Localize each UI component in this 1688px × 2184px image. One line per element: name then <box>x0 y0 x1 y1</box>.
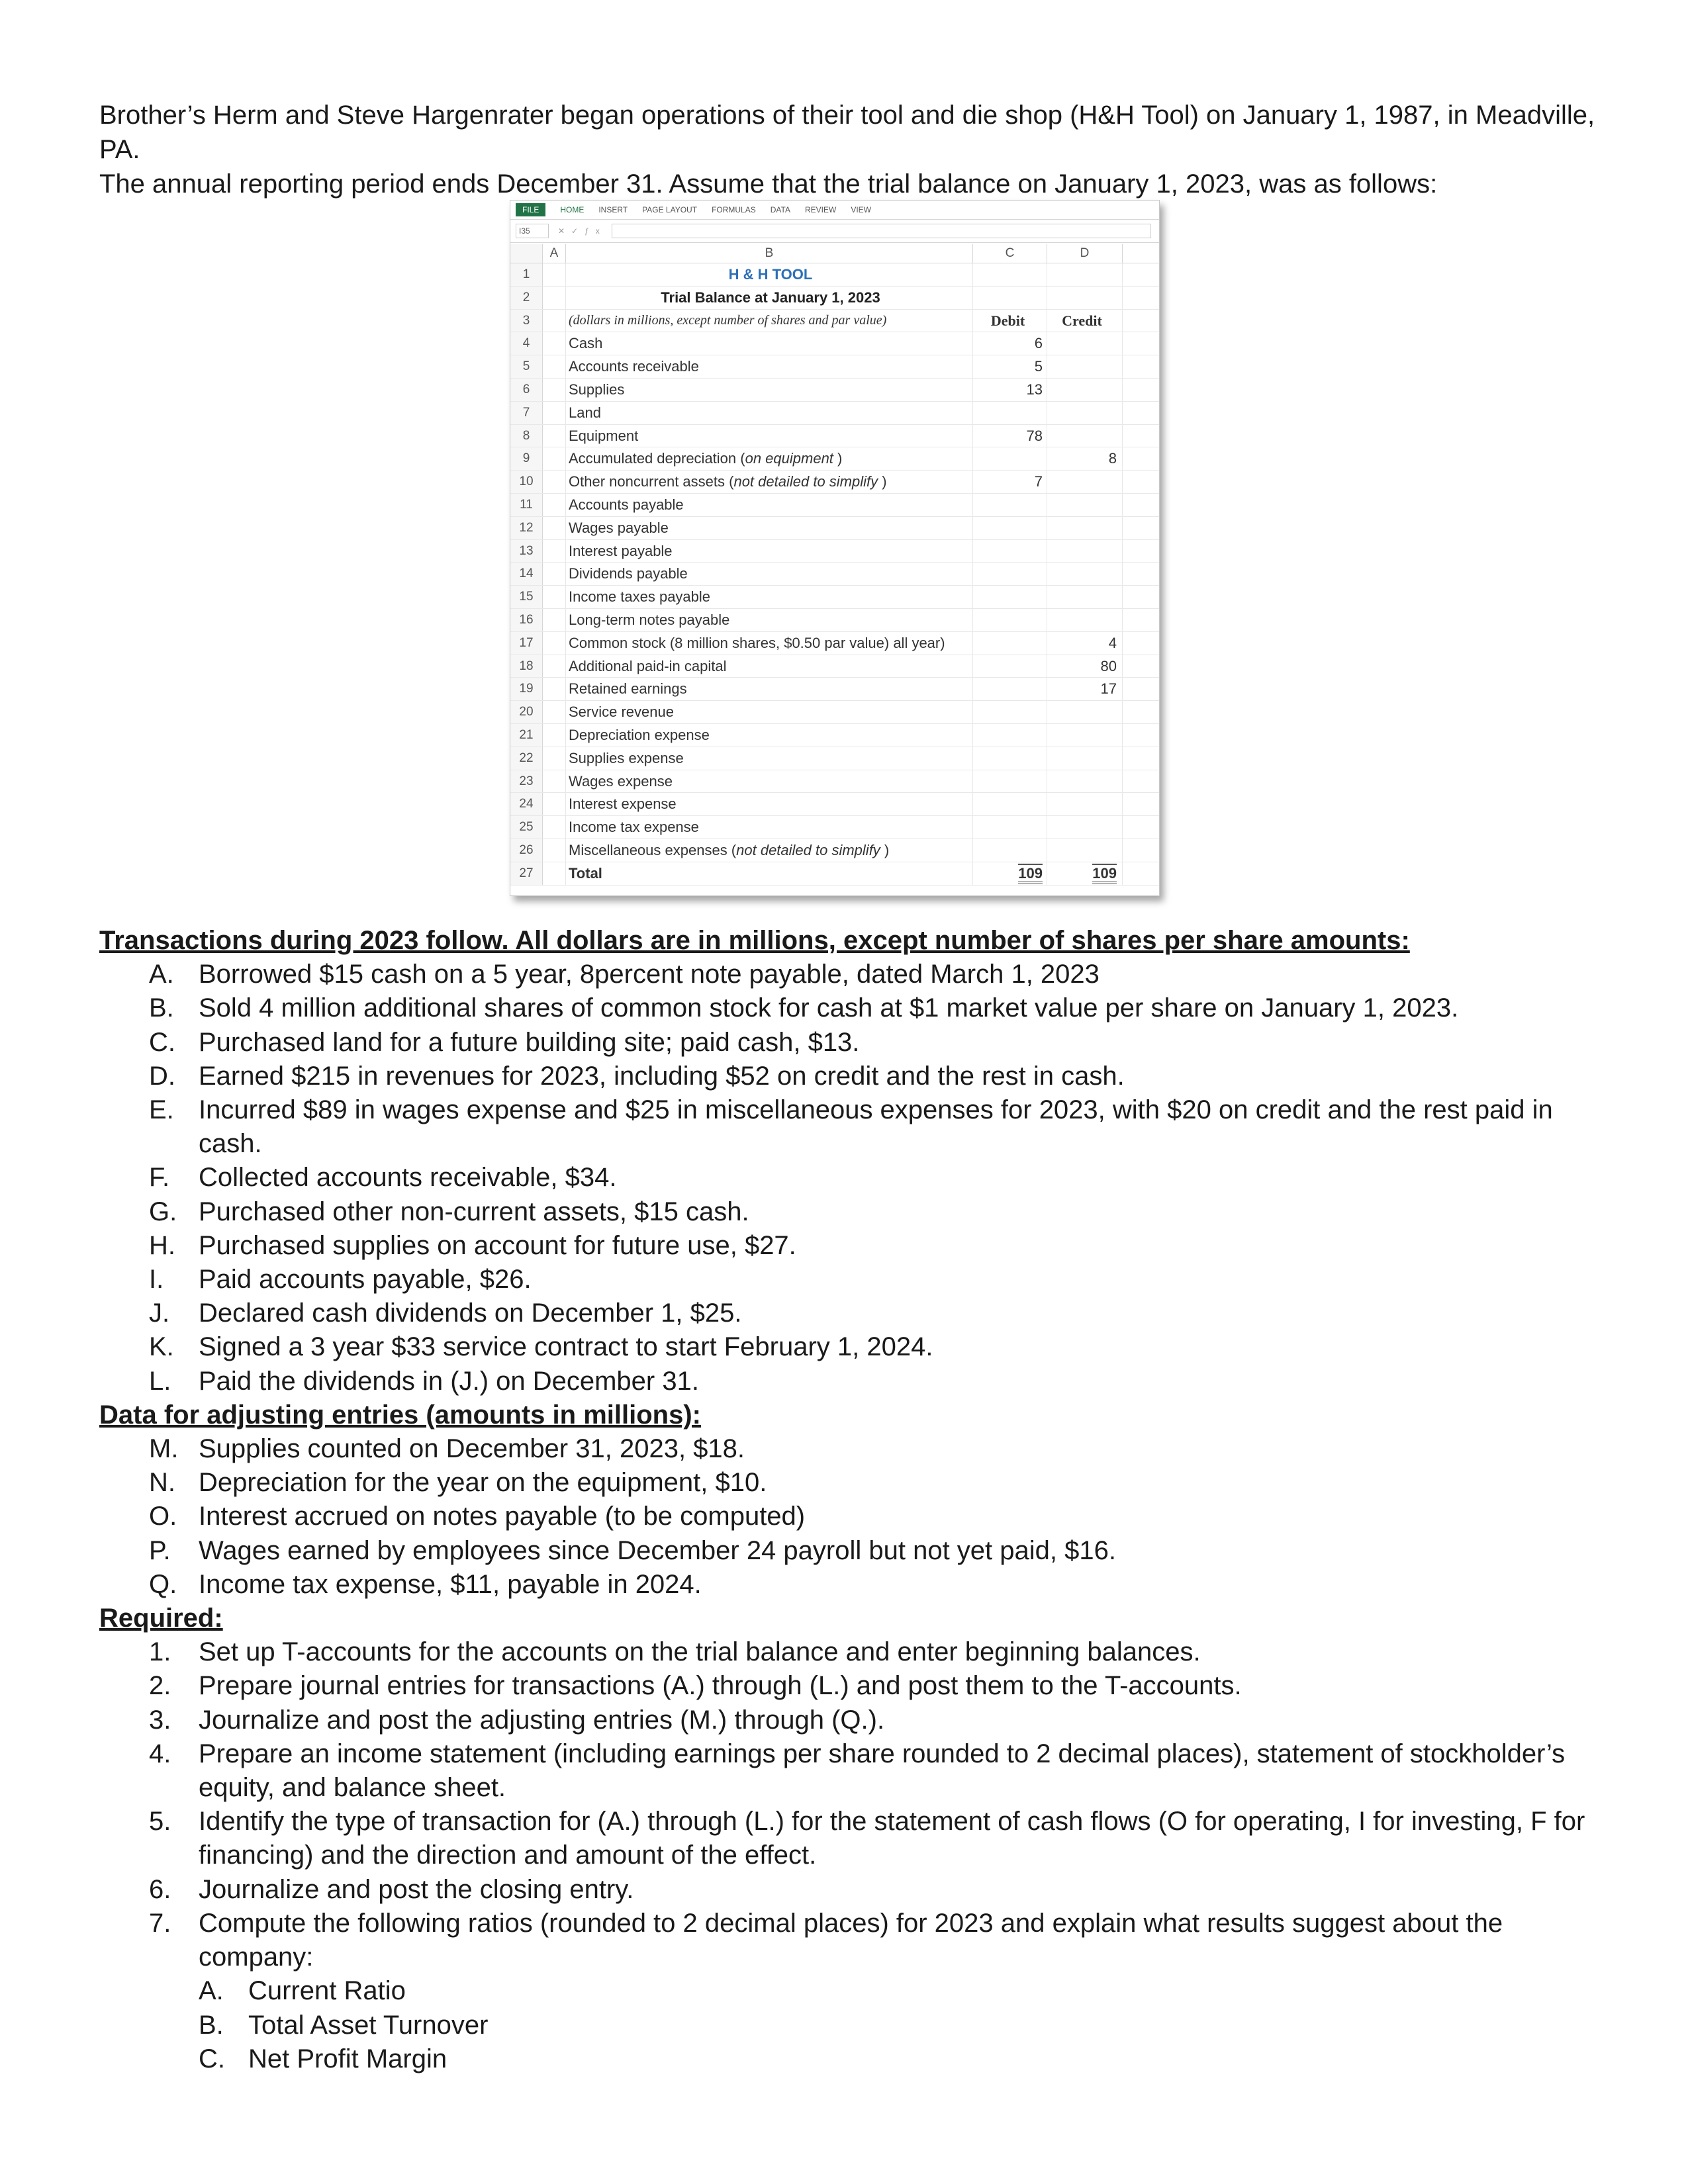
required-item-text: Set up T-accounts for the accounts on the trial balance and enter beginning balances. <box>199 1637 1201 1667</box>
credit-amount <box>1047 701 1123 723</box>
ribbon-tab-home: HOME <box>560 205 585 214</box>
adjusting-item-text: Income tax expense, $11, payable in 2024. <box>199 1569 702 1599</box>
debit-amount <box>973 402 1047 424</box>
column-header-c: C <box>973 244 1047 263</box>
debit-amount <box>973 793 1047 815</box>
account-name: Wages expense <box>566 770 973 793</box>
adjusting-item-text: Wages earned by employees since December 24 payroll but not yet paid, $16. <box>199 1535 1116 1565</box>
transaction-item <box>99 1026 1595 1060</box>
debit-amount <box>973 540 1047 563</box>
credit-amount <box>1047 770 1123 793</box>
total-debit: 109 <box>1018 864 1043 884</box>
account-name: Income tax expense <box>566 816 973 839</box>
required-item-label: 3. <box>149 1705 171 1735</box>
debit-amount: 6 <box>973 332 1047 355</box>
trial-balance-screenshot <box>510 200 1160 896</box>
account-name: Long-term notes payable <box>566 609 973 631</box>
ratio-item-text: Net Profit Margin <box>248 2044 447 2073</box>
transaction-item-text: Incurred $89 in wages expense and $25 in miscellaneous expenses for 2023, with $20 on credit and the rest paid in cash. <box>199 1095 1553 1159</box>
credit-amount <box>1047 793 1123 815</box>
account-row <box>510 701 1159 724</box>
credit-amount <box>1047 425 1123 447</box>
intro-line-1: Brother’s Herm and Steve Hargenrater began operations of their tool and die shop (H&H Tool) on January 1, 1987, in Meadville, PA. <box>99 101 1595 164</box>
account-row <box>510 609 1159 632</box>
account-row <box>510 332 1159 355</box>
required-item <box>99 1635 1595 1669</box>
debit-header: Debit <box>973 310 1047 332</box>
debit-amount <box>973 494 1047 516</box>
transaction-item <box>99 991 1595 1025</box>
transaction-item-label: A. <box>149 960 174 989</box>
adjusting-item-label: Q. <box>149 1569 177 1599</box>
required-item <box>99 1873 1595 1907</box>
ribbon-tab-insert: INSERT <box>598 205 628 214</box>
account-name: Interest expense <box>566 793 973 815</box>
credit-amount: 80 <box>1047 655 1123 678</box>
row-number: 24 <box>510 793 543 815</box>
ratio-item <box>99 2042 1595 2076</box>
row-number: 9 <box>510 447 543 470</box>
transaction-item <box>99 1229 1595 1263</box>
row-number: 17 <box>510 632 543 655</box>
row-number: 25 <box>510 816 543 839</box>
credit-amount <box>1047 332 1123 355</box>
row-number: 13 <box>510 540 543 563</box>
adjusting-item-label: P. <box>149 1535 171 1565</box>
account-row <box>510 563 1159 586</box>
account-name: Dividends payable <box>566 563 973 585</box>
transaction-item-text: Purchased land for a future building site; paid cash, $13. <box>199 1027 860 1057</box>
transaction-item-text: Paid accounts payable, $26. <box>199 1265 532 1295</box>
transaction-item-label: K. <box>149 1332 174 1362</box>
required-item <box>99 1907 1595 1974</box>
account-row <box>510 425 1159 448</box>
transaction-item-text: Signed a 3 year $33 service contract to start February 1, 2024. <box>199 1332 933 1362</box>
row-number: 26 <box>510 839 543 862</box>
account-row <box>510 678 1159 701</box>
required-item-label: 5. <box>149 1807 171 1837</box>
debit-amount <box>973 632 1047 655</box>
account-row <box>510 379 1159 402</box>
required-item-text: Identify the type of transaction for (A.) through (L.) for the statement of cash flows (O for operating, I for investing, F for financing) and the direction and amount of the effect. <box>199 1807 1585 1870</box>
ribbon-tab-page-layout: PAGE LAYOUT <box>642 205 698 214</box>
credit-amount <box>1047 402 1123 424</box>
debit-amount <box>973 724 1047 747</box>
row-number: 10 <box>510 471 543 493</box>
account-row <box>510 816 1159 839</box>
column-header-d: D <box>1047 244 1123 263</box>
account-name: Interest payable <box>566 540 973 563</box>
credit-header: Credit <box>1047 310 1123 332</box>
transaction-item <box>99 1161 1595 1195</box>
transactions-heading: Transactions during 2023 follow. All dollars are in millions, except number of shares per share amounts: <box>99 926 1410 955</box>
adjusting-item <box>99 1432 1595 1466</box>
debit-amount: 13 <box>973 379 1047 401</box>
account-name: Income taxes payable <box>566 586 973 608</box>
account-row <box>510 471 1159 494</box>
spreadsheet-grid <box>510 244 1159 886</box>
account-name: Additional paid-in capital <box>566 655 973 678</box>
adjusting-item-label: M. <box>149 1434 179 1464</box>
column-header-a: A <box>543 244 566 263</box>
ratio-item <box>99 2009 1595 2042</box>
adjusting-item <box>99 1568 1595 1602</box>
row-number: 16 <box>510 609 543 631</box>
account-name: Accounts receivable <box>566 355 973 378</box>
adjusting-item-text: Depreciation for the year on the equipment, $10. <box>199 1468 767 1498</box>
credit-amount <box>1047 816 1123 839</box>
fx-icon: ✕✓ƒx <box>558 226 606 236</box>
required-item <box>99 1737 1595 1805</box>
credit-amount <box>1047 747 1123 770</box>
required-item-label: 7. <box>149 1908 171 1938</box>
row-number: 20 <box>510 701 543 723</box>
required-item-label: 2. <box>149 1671 171 1701</box>
formula-bar <box>510 220 1159 243</box>
row-number: 23 <box>510 770 543 793</box>
account-name: Service revenue <box>566 701 973 723</box>
ribbon-tab-file: FILE <box>516 203 545 216</box>
credit-amount <box>1047 355 1123 378</box>
account-row <box>510 517 1159 540</box>
debit-amount <box>973 701 1047 723</box>
account-row <box>510 747 1159 770</box>
account-row <box>510 793 1159 816</box>
ribbon-tab-review: REVIEW <box>804 205 837 214</box>
row-number: 12 <box>510 517 543 539</box>
transaction-item <box>99 958 1595 991</box>
ribbon-tab-view: VIEW <box>851 205 871 214</box>
row-number: 4 <box>510 332 543 355</box>
debit-amount <box>973 655 1047 678</box>
ratio-item-text: Current Ratio <box>248 1976 406 2006</box>
row-number: 15 <box>510 586 543 608</box>
transaction-item-label: J. <box>149 1298 170 1328</box>
debit-amount <box>973 609 1047 631</box>
transaction-item-label: I. <box>149 1265 164 1295</box>
required-item-text: Prepare an income statement (including earnings per share rounded to 2 decimal places), statement of stockholder’s equity, and balance sheet. <box>199 1739 1566 1803</box>
required-item-label: 1. <box>149 1637 171 1667</box>
row-number: 18 <box>510 655 543 678</box>
credit-amount: 8 <box>1047 447 1123 470</box>
account-row <box>510 494 1159 517</box>
required-item-text: Prepare journal entries for transactions (A.) through (L.) and post them to the T-accounts. <box>199 1671 1242 1701</box>
required-item-text: Journalize and post the closing entry. <box>199 1874 634 1904</box>
ratio-item-text: Total Asset Turnover <box>248 2010 489 2040</box>
debit-amount <box>973 517 1047 539</box>
credit-amount <box>1047 724 1123 747</box>
debit-amount: 7 <box>973 471 1047 493</box>
intro-paragraph <box>99 98 1595 201</box>
total-label: Total <box>566 862 973 885</box>
debit-amount <box>973 816 1047 839</box>
adjusting-item <box>99 1466 1595 1500</box>
row-number: 14 <box>510 563 543 585</box>
transaction-item-label: H. <box>149 1230 175 1260</box>
account-name: Supplies <box>566 379 973 401</box>
credit-amount <box>1047 379 1123 401</box>
column-header-b: B <box>566 244 973 263</box>
name-box: I35 <box>516 224 549 238</box>
row-number: 21 <box>510 724 543 747</box>
account-row <box>510 839 1159 862</box>
adjusting-item-label: N. <box>149 1468 175 1498</box>
transaction-item-text: Paid the dividends in (J.) on December 31. <box>199 1366 699 1396</box>
row-number: 11 <box>510 494 543 516</box>
transaction-item-text: Sold 4 million additional shares of common stock for cash at $1 market value per share on January 1, 2023. <box>199 993 1459 1023</box>
company-name: H & H TOOL <box>566 263 973 286</box>
adjusting-heading: Data for adjusting entries (amounts in millions): <box>99 1400 701 1430</box>
debit-amount: 5 <box>973 355 1047 378</box>
total-credit: 109 <box>1092 864 1117 884</box>
account-row <box>510 586 1159 609</box>
required-item-label: 6. <box>149 1874 171 1904</box>
adjusting-item <box>99 1500 1595 1533</box>
trial-balance-title: Trial Balance at January 1, 2023 <box>566 287 973 309</box>
required-item <box>99 1669 1595 1703</box>
adjusting-item-text: Supplies counted on December 31, 2023, $18. <box>199 1434 745 1464</box>
account-name: Other noncurrent assets (not detailed to simplify ) <box>566 471 973 493</box>
sheet-row: 3 (dollars in millions, except number of shares and par value) Debit Credit <box>510 310 1159 333</box>
row-number: 7 <box>510 402 543 424</box>
debit-amount: 78 <box>973 425 1047 447</box>
transaction-item-label: B. <box>149 993 174 1023</box>
account-name: Accounts payable <box>566 494 973 516</box>
transaction-item-label: C. <box>149 1027 175 1057</box>
required-item-text: Compute the following ratios (rounded to 2 decimal places) for 2023 and explain what results suggest about the company: <box>199 1908 1503 1972</box>
credit-amount: 17 <box>1047 678 1123 700</box>
account-row <box>510 402 1159 425</box>
credit-amount <box>1047 609 1123 631</box>
sheet-row-total: 27 Total 109 109 <box>510 862 1159 886</box>
account-name: Common stock (8 million shares, $0.50 par value) all year) <box>566 632 973 655</box>
transaction-item-label: L. <box>149 1366 171 1396</box>
required-item-label: 4. <box>149 1739 171 1768</box>
credit-amount <box>1047 586 1123 608</box>
transaction-item-text: Declared cash dividends on December 1, $25. <box>199 1298 742 1328</box>
ratio-item-label: C. <box>199 2044 225 2073</box>
transaction-item-label: E. <box>149 1095 174 1125</box>
transaction-item-text: Collected accounts receivable, $34. <box>199 1163 617 1193</box>
adjusting-item <box>99 1534 1595 1568</box>
adjusting-item-label: O. <box>149 1502 177 1531</box>
transaction-item-text: Borrowed $15 cash on a 5 year, 8percent note payable, dated March 1, 2023 <box>199 960 1100 989</box>
account-name: Depreciation expense <box>566 724 973 747</box>
account-row <box>510 447 1159 471</box>
account-name: Wages payable <box>566 517 973 539</box>
ratio-item <box>99 1974 1595 2008</box>
account-name: Land <box>566 402 973 424</box>
account-row <box>510 540 1159 563</box>
account-row <box>510 355 1159 379</box>
credit-amount <box>1047 839 1123 862</box>
ribbon-tab-formulas: FORMULAS <box>712 205 756 214</box>
account-name: Supplies expense <box>566 747 973 770</box>
required-item <box>99 1805 1595 1872</box>
debit-amount <box>973 770 1047 793</box>
account-name: Cash <box>566 332 973 355</box>
formula-input <box>612 224 1151 238</box>
units-note: (dollars in millions, except number of shares and par value) <box>566 310 973 332</box>
transaction-item-label: F. <box>149 1163 170 1193</box>
credit-amount <box>1047 494 1123 516</box>
credit-amount <box>1047 517 1123 539</box>
transaction-item <box>99 1093 1595 1161</box>
debit-amount <box>973 563 1047 585</box>
sheet-row: 2 Trial Balance at January 1, 2023 <box>510 287 1159 310</box>
column-headers <box>510 244 1159 263</box>
row-number: 5 <box>510 355 543 378</box>
transaction-item <box>99 1365 1595 1398</box>
required-heading: Required: <box>99 1604 223 1633</box>
row-number: 6 <box>510 379 543 401</box>
row-number: 22 <box>510 747 543 770</box>
debit-amount <box>973 678 1047 700</box>
ratio-item-label: A. <box>199 1976 224 2006</box>
transaction-item <box>99 1297 1595 1330</box>
debit-amount <box>973 747 1047 770</box>
row-number: 8 <box>510 425 543 447</box>
account-name: Miscellaneous expenses (not detailed to simplify ) <box>566 839 973 862</box>
excel-ribbon-tabs <box>510 201 1159 220</box>
transaction-item <box>99 1330 1595 1364</box>
credit-amount <box>1047 563 1123 585</box>
account-name: Equipment <box>566 425 973 447</box>
required-item-text: Journalize and post the adjusting entries (M.) through (Q.). <box>199 1705 885 1735</box>
transaction-item-label: G. <box>149 1197 177 1226</box>
account-row <box>510 632 1159 655</box>
required-item <box>99 1704 1595 1737</box>
ribbon-tab-data: DATA <box>770 205 790 214</box>
credit-amount <box>1047 471 1123 493</box>
credit-amount <box>1047 540 1123 563</box>
debit-amount <box>973 586 1047 608</box>
credit-amount: 4 <box>1047 632 1123 655</box>
transaction-item-text: Purchased supplies on account for future use, $27. <box>199 1230 796 1260</box>
sheet-row: 1 H & H TOOL <box>510 263 1159 287</box>
adjusting-item-text: Interest accrued on notes payable (to be computed) <box>199 1502 806 1531</box>
transaction-item <box>99 1060 1595 1093</box>
account-row <box>510 724 1159 747</box>
account-name: Accumulated depreciation (on equipment ) <box>566 447 973 470</box>
intro-line-2: The annual reporting period ends December 31. Assume that the trial balance on January 1, 2023, was as follows: <box>99 169 1438 199</box>
transactions-section <box>99 924 1595 2076</box>
transaction-item <box>99 1195 1595 1229</box>
ratio-item-label: B. <box>199 2010 224 2040</box>
account-name: Retained earnings <box>566 678 973 700</box>
transaction-item-text: Purchased other non-current assets, $15 cash. <box>199 1197 749 1226</box>
debit-amount <box>973 447 1047 470</box>
transaction-item <box>99 1263 1595 1297</box>
row-number: 19 <box>510 678 543 700</box>
debit-amount <box>973 839 1047 862</box>
account-row <box>510 770 1159 794</box>
transaction-item-label: D. <box>149 1061 175 1091</box>
account-row <box>510 655 1159 678</box>
transaction-item-text: Earned $215 in revenues for 2023, including $52 on credit and the rest in cash. <box>199 1061 1125 1091</box>
